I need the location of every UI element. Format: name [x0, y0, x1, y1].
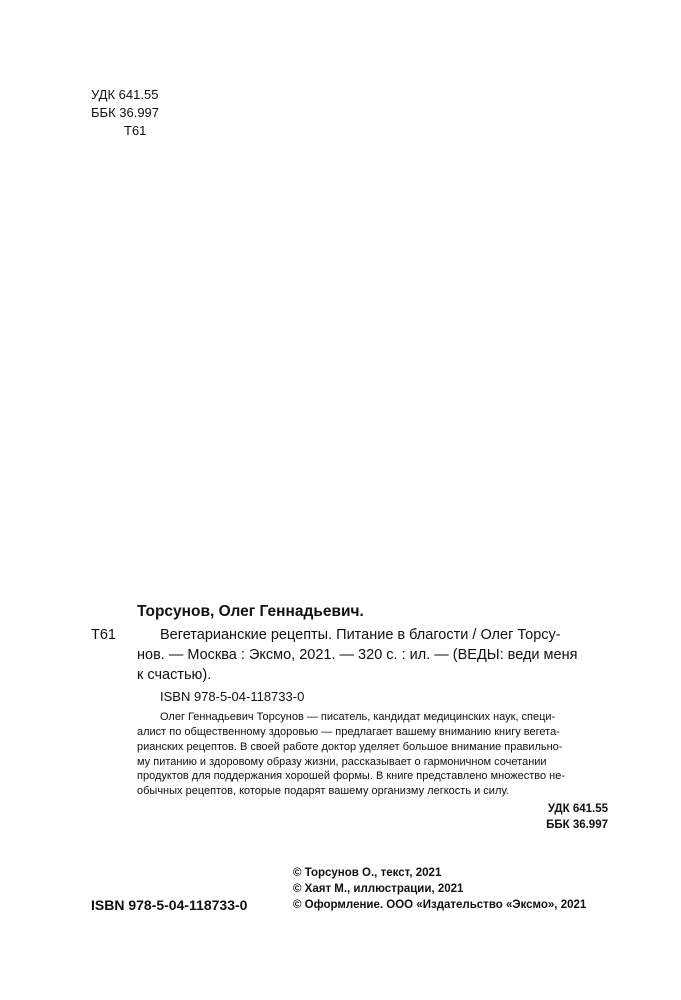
catalog-description-line: Вегетарианские рецепты. Питание в благости / Олег Торсу- — [160, 627, 561, 643]
annotation-line: обычных рецептов, которые подарят вашему организму легкость и силу. — [137, 785, 509, 797]
bottom-isbn: ISBN 978-5-04-118733-0 — [91, 897, 248, 913]
catalog-isbn: ISBN 978-5-04-118733-0 — [160, 689, 305, 704]
top-bbk: ББК 36.997 — [91, 105, 160, 120]
catalog-description-line: нов. — Москва : Эксмо, 2021. — 320 с. : ил. — (ВЕДЫ: веди меня — [137, 647, 578, 663]
annotation-line: му питанию и здоровому образу жизни, рассказывает о гармоничном сочетании — [137, 756, 547, 768]
top-author-mark: Т61 — [124, 123, 147, 138]
annotation-line: продуктов для поддержания хорошей формы. В книге представлено множество не- — [137, 770, 565, 782]
copyright-line: © Торсунов О., текст, 2021 — [293, 867, 442, 879]
catalog-author: Торсунов, Олег Геннадьевич. — [137, 603, 364, 620]
copyright-line: © Хаят М., иллюстрации, 2021 — [293, 883, 464, 895]
annotation-line: рианских рецептов. В своей работе доктор уделяет большое внимание правильно- — [137, 741, 563, 753]
catalog-author-mark: Т61 — [91, 627, 116, 643]
top-udk: УДК 641.55 — [91, 87, 159, 102]
copyright-line: © Оформление. ООО «Издательство «Эксмо», 2021 — [293, 899, 587, 911]
catalog-description-line: к счастью). — [137, 667, 212, 683]
catalog-bbk: ББК 36.997 — [546, 819, 608, 831]
catalog-udk: УДК 641.55 — [547, 803, 608, 815]
annotation-line: Олег Геннадьевич Торсунов — писатель, кандидат медицинских наук, специ- — [160, 711, 556, 723]
annotation-line: алист по общественному здоровью — предлагает вашему вниманию книгу вегета- — [137, 726, 560, 738]
